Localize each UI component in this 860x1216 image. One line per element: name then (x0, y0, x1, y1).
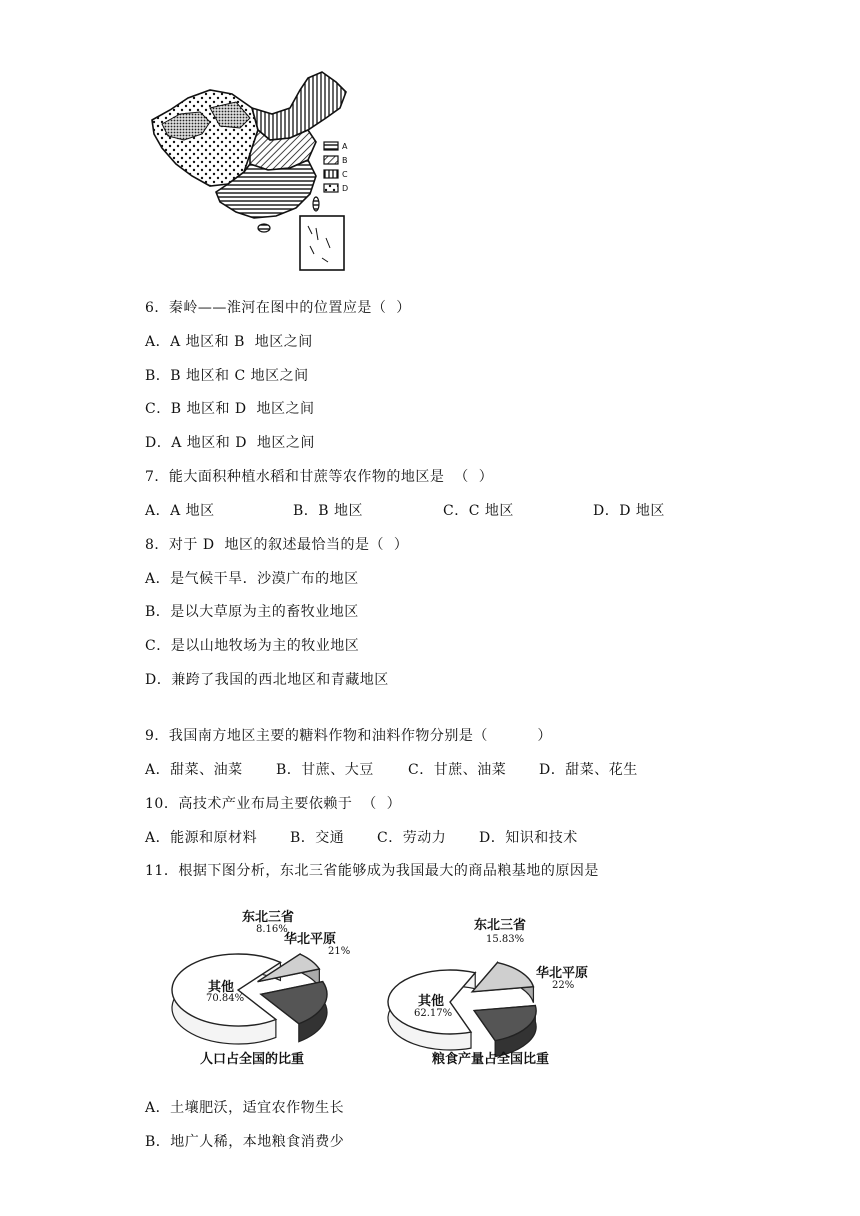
question-9-option-a: A．甜菜、油菜 (145, 762, 243, 778)
question-11-option-b: B．地广人稀，本地粮食消费少 (145, 1134, 345, 1150)
pie-grain-value-northeast: 15.83% (486, 934, 525, 945)
pie-grain-label-north-plain: 华北平原 (536, 966, 589, 981)
question-6-option-c: C．B 地区和 D 地区之间 (145, 401, 315, 417)
pie-chart-grain-output (384, 900, 594, 1070)
pie-grain-value-other: 62.17% (414, 1008, 453, 1019)
question-9-option-c: C．甘蔗、油菜 (408, 762, 507, 778)
pie-population-value-other: 70.84% (206, 993, 245, 1004)
question-6-stem: 6．秦岭——淮河在图中的位置应是（ ） (145, 300, 411, 316)
question-9-option-d: D．甜菜、花生 (539, 762, 638, 778)
pie-population-label-north-plain: 华北平原 (284, 932, 337, 947)
question-10-option-b: B．交通 (290, 830, 345, 846)
china-map-image (140, 68, 360, 276)
question-7-option-d: D．D 地区 (593, 503, 665, 519)
china-agriculture-map (140, 68, 360, 276)
question-8-option-d: D．兼跨了我国的西北地区和青藏地区 (145, 672, 389, 688)
pie-population-title: 人口占全国的比重 (200, 1052, 305, 1067)
question-6-option-a: A．A 地区和 B 地区之间 (145, 334, 313, 350)
pie-slice-top-northeast (472, 963, 533, 992)
question-11-stem: 11．根据下图分析，东北三省能够成为我国最大的商品粮基地的原因是 (145, 863, 599, 879)
pie-grain-title: 粮食产量占全国比重 (432, 1052, 550, 1067)
pie-grain-label-northeast: 东北三省 (474, 918, 527, 933)
question-9-option-b: B．甘蔗、大豆 (276, 762, 374, 778)
pie-grain-label-other: 其他 (418, 994, 445, 1009)
pie-slice-northeast (472, 963, 533, 1003)
question-8-option-a: A．是气候干旱．沙漠广布的地区 (145, 571, 359, 587)
pie-population-value-northeast: 8.16% (256, 924, 288, 935)
question-7-option-b: B．B 地区 (293, 503, 364, 519)
question-7-option-a: A．A 地区 (145, 503, 215, 519)
question-8-option-b: B．是以大草原为主的畜牧业地区 (145, 604, 359, 620)
legend-label-d: D (342, 184, 349, 193)
question-8-option-c: C．是以山地牧场为主的牧业地区 (145, 638, 360, 654)
question-7-option-c: C．C 地区 (443, 503, 514, 519)
question-8-stem: 8．对于 D 地区的叙述最恰当的是（ ） (145, 537, 409, 553)
legend-label-a: A (342, 142, 348, 151)
question-10-option-a: A．能源和原材料 (145, 830, 258, 846)
question-9-stem: 9．我国南方地区主要的糖料作物和油料作物分别是（ ） (145, 728, 552, 744)
question-6-option-b: B．B 地区和 C 地区之间 (145, 368, 309, 384)
pie-population-label-other: 其他 (208, 980, 235, 995)
question-10-option-c: C．劳动力 (377, 830, 447, 846)
pie-grain-value-north-plain: 22% (552, 980, 575, 991)
legend-label-c: C (342, 170, 348, 179)
question-10-option-d: D．知识和技术 (479, 830, 578, 846)
question-11-option-a: A．土壤肥沃，适宜农作物生长 (145, 1100, 345, 1116)
pie-chart-population (168, 900, 368, 1070)
legend-label-b: B (342, 156, 348, 165)
pie-population-value-north-plain: 21% (328, 946, 351, 957)
question-6-option-d: D．A 地区和 D 地区之间 (145, 435, 315, 451)
question-10-stem: 10．高技术产业布局主要依赖于 （ ） (145, 796, 402, 812)
pie-population-label-northeast: 东北三省 (242, 910, 295, 925)
question-7-stem: 7．能大面积种植水稻和甘蔗等农作物的地区是 （ ） (145, 469, 494, 485)
